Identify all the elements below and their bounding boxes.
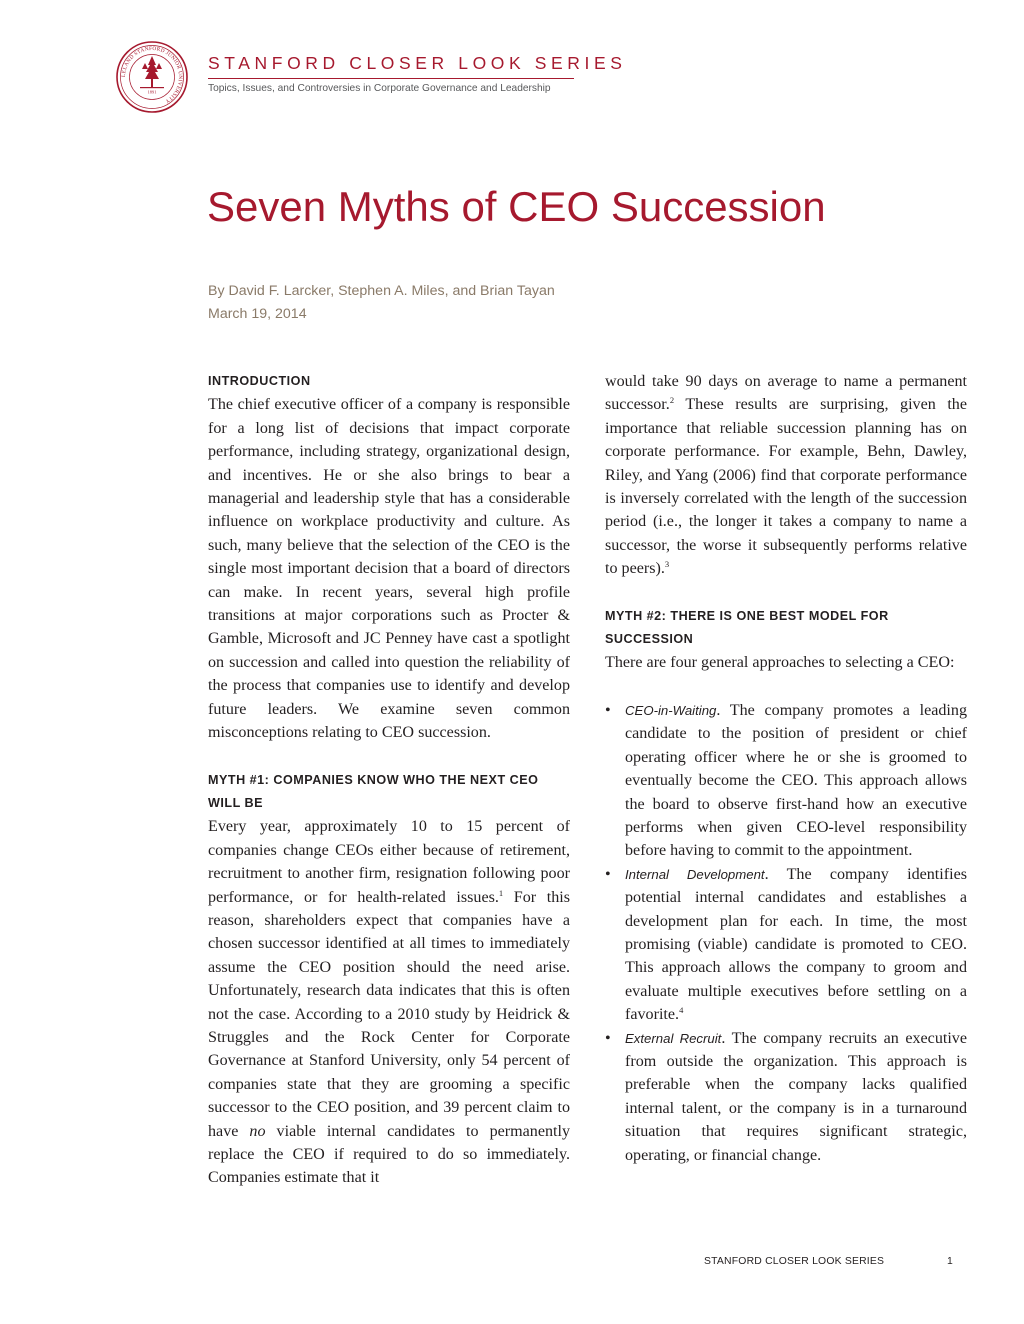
list-item: [605, 1027, 967, 1167]
approach-description: . The company identifies potential internal candidates and establishes a development plan for each. In time, the most promising (viable) candidate is promoted to CEO. This approach allows the company to groom and evaluate multiple executives before settling on a favorite.: [625, 865, 967, 1024]
myth-1-text-e: These results are surprising, given the importance that reliable succession planning has on corporate performance. For example, Behn, Dawley, Riley, and Yang (2006) find that corporate performance is inversely correlated with the length of the succession period (i.e., the longer it takes a company to name a successor, the worse it subsequently performs relative to peers).: [605, 396, 967, 578]
byline: [208, 280, 555, 326]
footnote-ref-3: 3: [664, 559, 670, 570]
bullet-icon: •: [605, 701, 611, 719]
approach-description: . The company promotes a leading candidate to the position of president or chief operating officer where he or she is groomed to eventually become the CEO. This approach allows the board to observe first-hand how an executive performs when given CEO-level responsibility before having to commit to the appointment.: [625, 701, 967, 860]
seal-ring-text: LELAND STANFORD JUNIOR UNIVERSITY: [120, 45, 184, 105]
approach-term: External Recruit: [625, 1030, 722, 1046]
authors: By David F. Larcker, Stephen A. Miles, and Brian Tayan: [208, 283, 555, 299]
myth-2-intro: There are four general approaches to selecting a CEO:: [605, 654, 955, 672]
myth-1-text-b: For this reason, shareholders expect that companies have a chosen successor identified at all times to immediately assume the CEO position should the need arise. Unfortunately, research data indicates that this is often not the case. According to a 2010 study by Heidrick & Struggles and the Rock Center for Corporate Governance at Stanford University, only 54 percent of companies state that they are grooming a specific successor to the CEO position, and 39 percent claim to have: [208, 888, 570, 1140]
succession-approaches-list: [605, 699, 967, 1167]
approach-term: CEO-in-Waiting: [625, 702, 717, 718]
intro-paragraph: The chief executive officer of a company is responsible for a long list of decisions that impact corporate performance, including strategy, organizational design, and incentives. He or she also brings to bear a managerial and leadership style that has a considerable influence on workplace productivity and culture. As such, many believe that the selection of the CEO is the single most important decision that a board of directors can make. In recent years, several high profile transitions at major corporations such as Procter & Gamble, Microsoft and JC Penney have cast a spotlight on succession and called into question the reliability of the process that companies use to identify and develop future leaders. We examine seven common misconceptions relating to CEO succession.: [208, 396, 570, 742]
myth-1-emphasis: no: [249, 1122, 266, 1140]
bullet-icon: •: [605, 865, 611, 883]
list-item: [605, 699, 967, 863]
myth-1-paragraph: [208, 815, 570, 1190]
page-number: 1: [947, 1256, 953, 1267]
left-column: [208, 370, 570, 1190]
list-item: [605, 863, 967, 1027]
series-divider: [208, 78, 574, 79]
approach-term: Internal Development: [625, 866, 765, 882]
footnote-ref-4: 4: [679, 1005, 684, 1016]
footnote-ref-2: 2: [669, 395, 675, 406]
bullet-icon: •: [605, 1029, 611, 1047]
series-title: STANFORD CLOSER LOOK SERIES: [208, 53, 627, 73]
footer-series-name: STANFORD CLOSER LOOK SERIES: [704, 1256, 885, 1267]
footnote-ref-1: 1: [498, 887, 504, 898]
right-column: [605, 370, 967, 1167]
myth-1-paragraph-continued: [605, 370, 967, 581]
myth-1-text-d: would take 90 days on average to name a permanent successor.: [605, 373, 967, 414]
section-heading-myth-1: MYTH #1: COMPANIES KNOW WHO THE NEXT CEO WILL BE: [208, 772, 539, 810]
seal-year: 1891: [147, 89, 157, 95]
section-heading-myth-2: MYTH #2: THERE IS ONE BEST MODEL FOR SUCCESSION: [605, 608, 889, 647]
publication-date: March 19, 2014: [208, 306, 307, 322]
series-subtitle: Topics, Issues, and Controversies in Corporate Governance and Leadership: [208, 83, 551, 94]
myth-1-text-a: Every year, approximately 10 to 15 percent of companies change CEOs either because of retirement, recruitment to another firm, resignation following poor performance, or for health-related issues.: [208, 818, 570, 906]
section-heading-introduction: INTRODUCTION: [208, 374, 311, 388]
myth-1-text-c: viable internal candidates to permanently replace the CEO if required to do so immediately. Companies estimate that it: [208, 1122, 571, 1187]
approach-description: . The company recruits an executive from outside the organization. This approach is preferable when the company lacks qualified internal talent, or the company is in a turnaround situation that requires significant strategic, operating, or financial change.: [625, 1029, 967, 1164]
document-title: Seven Myths of CEO Succession: [207, 183, 826, 230]
stanford-seal-logo: [116, 41, 188, 113]
redwood-tree-icon: [140, 56, 164, 88]
